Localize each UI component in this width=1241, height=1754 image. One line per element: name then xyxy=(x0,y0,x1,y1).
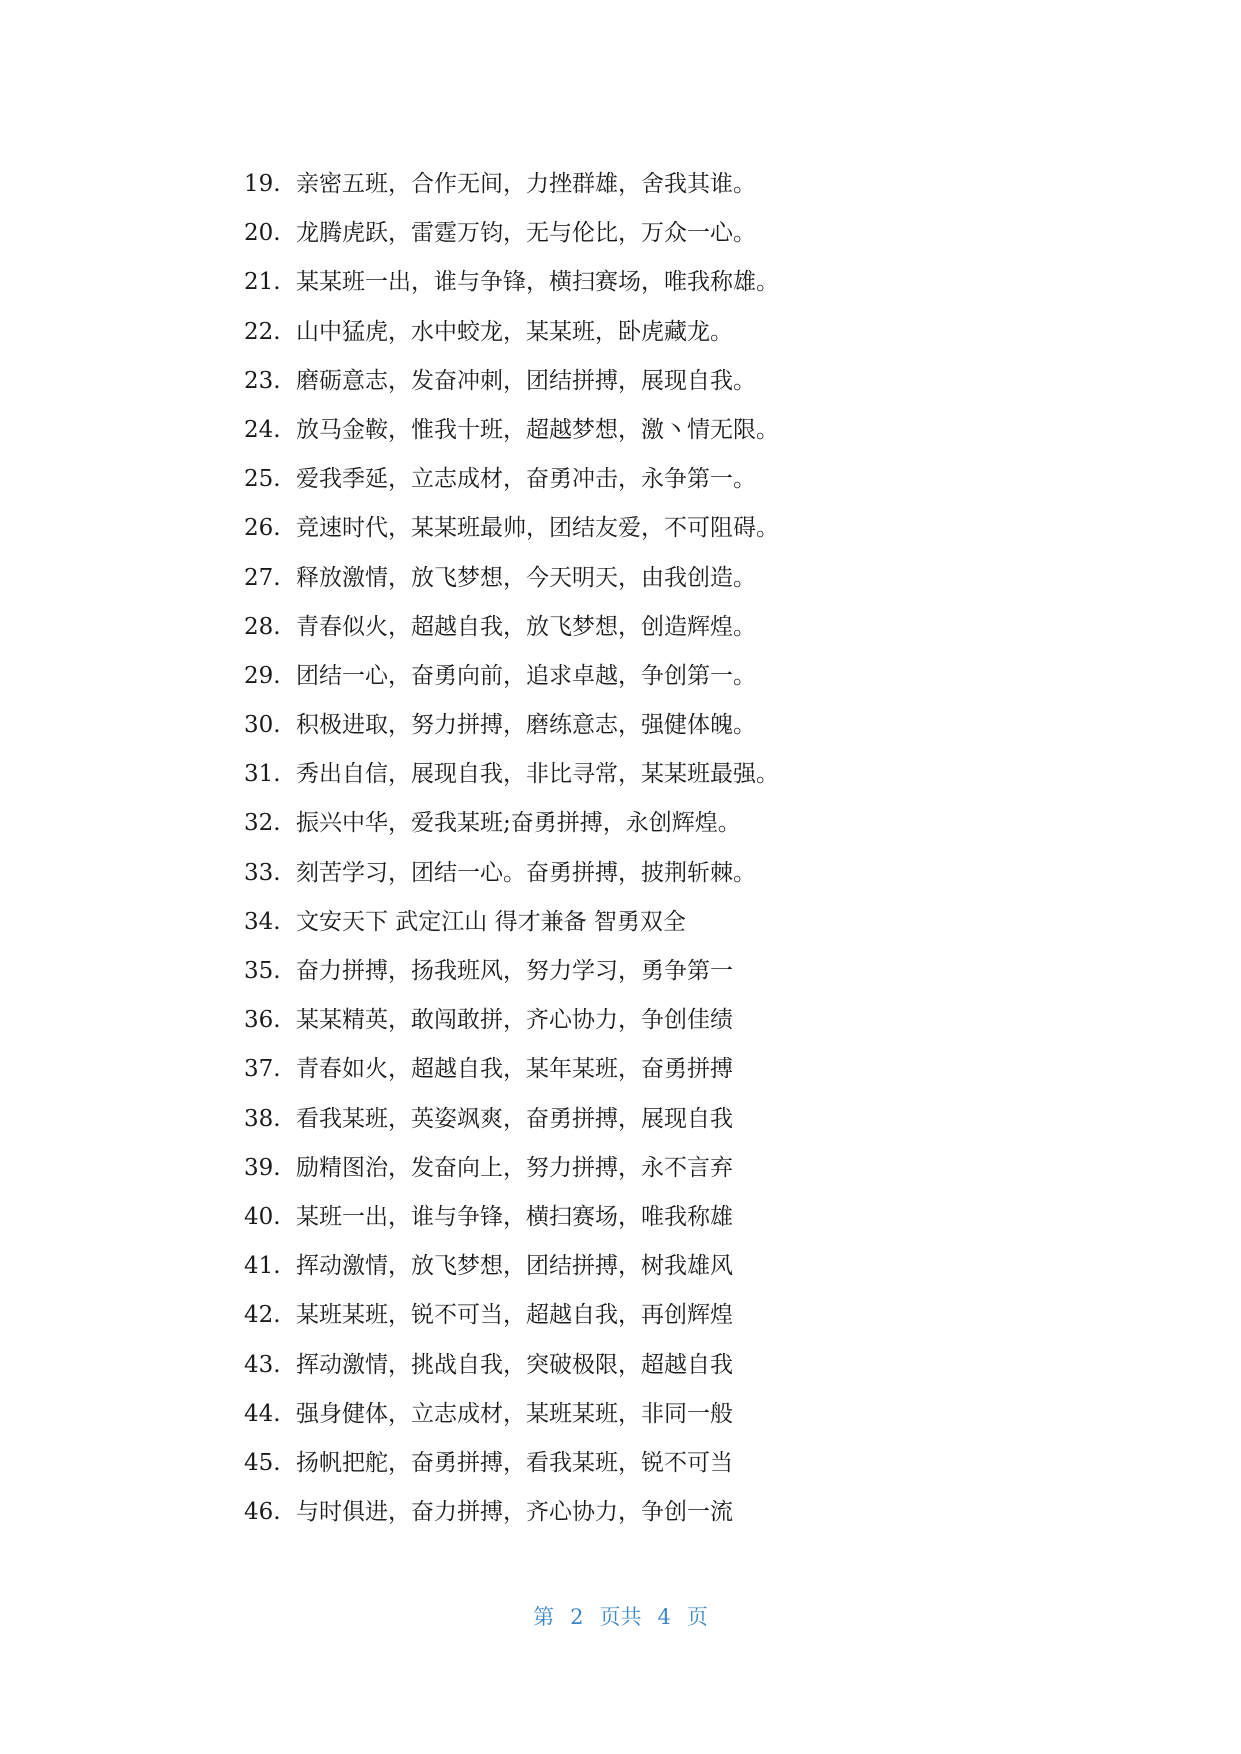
list-item-number: 46. xyxy=(244,1499,281,1526)
list-item xyxy=(244,1341,779,1390)
list-item xyxy=(244,849,779,898)
list-item-text: 刻苦学习，团结一心。奋勇拼搏，披荆斩棘。 xyxy=(296,859,756,886)
list-item xyxy=(244,1390,779,1439)
list-item-text: 积极进取，努力拼搏，磨练意志，强健体魄。 xyxy=(296,712,756,739)
list-item-number: 34. xyxy=(244,908,281,935)
list-item xyxy=(244,1242,779,1291)
list-item xyxy=(244,1045,779,1094)
list-item-text: 强身健体，立志成材，某班某班，非同一般 xyxy=(296,1400,733,1427)
list-item-number: 44. xyxy=(244,1400,281,1427)
list-item-text: 某班某班，锐不可当，超越自我，再创辉煌 xyxy=(296,1302,733,1329)
list-item-number: 40. xyxy=(244,1203,281,1230)
list-item-number: 41. xyxy=(244,1253,281,1280)
footer-middle: 页共 xyxy=(599,1605,642,1629)
list-item-text: 某某精英，敢闯敢拼，齐心协力，争创佳绩 xyxy=(296,1007,733,1034)
list-item xyxy=(244,1291,779,1340)
list-item xyxy=(244,1193,779,1242)
list-item-text: 奋力拼搏，扬我班风，努力学习，勇争第一 xyxy=(296,958,733,984)
list-item-number: 29. xyxy=(244,662,281,689)
list-item-text: 振兴中华，爱我某班;奋勇拼搏，永创辉煌。 xyxy=(296,810,741,837)
list-item-number: 26. xyxy=(244,515,281,542)
list-item xyxy=(244,160,779,209)
list-item xyxy=(244,996,779,1045)
list-item-number: 24. xyxy=(244,416,281,443)
list-item-text: 亲密五班，合作无间，力挫群雄，舍我其谁。 xyxy=(296,171,756,197)
list-item xyxy=(244,701,779,750)
list-item-text: 竞速时代，某某班最帅，团结友爱，不可阻碍。 xyxy=(296,515,779,542)
list-item-number: 43. xyxy=(244,1351,281,1378)
list-item-text: 挥动激情，挑战自我，突破极限，超越自我 xyxy=(296,1351,733,1378)
footer-prefix: 第 xyxy=(533,1605,555,1629)
list-item xyxy=(244,750,779,799)
list-item-number: 38. xyxy=(244,1105,281,1132)
list-item-number: 31. xyxy=(244,761,281,788)
list-item xyxy=(244,554,779,603)
list-item-number: 20. xyxy=(244,220,281,247)
list-item xyxy=(244,947,779,996)
list-item xyxy=(244,799,779,848)
list-item-number: 42. xyxy=(244,1302,281,1329)
list-item-text: 磨砺意志，发奋冲刺，团结拼搏，展现自我。 xyxy=(296,367,756,394)
list-item-text: 扬帆把舵，奋勇拼搏，看我某班，锐不可当 xyxy=(296,1449,733,1476)
list-item xyxy=(244,357,779,406)
list-item xyxy=(244,258,779,307)
list-item-number: 30. xyxy=(244,712,281,739)
list-item xyxy=(244,406,779,455)
list-item-number: 28. xyxy=(244,613,281,640)
list-item-text: 某某班一出，谁与争锋，横扫赛场，唯我称雄。 xyxy=(296,269,779,296)
list-item-text: 看我某班，英姿飒爽，奋勇拼搏，展现自我 xyxy=(296,1105,733,1132)
footer-suffix: 页 xyxy=(686,1605,708,1629)
list-item xyxy=(244,209,779,258)
list-item-text: 某班一出，谁与争锋，横扫赛场，唯我称雄 xyxy=(296,1203,733,1230)
list-item xyxy=(244,308,779,357)
list-item-text: 青春似火，超越自我，放飞梦想，创造辉煌。 xyxy=(296,613,756,640)
list-item xyxy=(244,1439,779,1488)
list-item-number: 23. xyxy=(244,367,281,394)
list-item-number: 35. xyxy=(244,958,281,984)
list-item-text: 放马金鞍，惟我十班，超越梦想，激丶情无限。 xyxy=(296,416,779,443)
list-item-number: 22. xyxy=(244,318,281,345)
list-item-number: 39. xyxy=(244,1154,281,1181)
list-item-text: 青春如火，超越自我，某年某班，奋勇拼搏 xyxy=(296,1056,733,1083)
list-item xyxy=(244,504,779,553)
list-item-text: 释放激情，放飞梦想，今天明天，由我创造。 xyxy=(296,564,756,591)
list-item xyxy=(244,652,779,701)
list-item-text: 文安天下 武定江山 得才兼备 智勇双全 xyxy=(296,908,686,935)
list-item-number: 21. xyxy=(244,269,281,296)
page-footer xyxy=(0,1601,1241,1631)
list-item-text: 爱我季延，立志成材，奋勇冲击，永争第一。 xyxy=(296,466,756,493)
list-item-text: 与时俱进，奋力拼搏，齐心协力，争创一流 xyxy=(296,1499,733,1526)
slogan-list xyxy=(244,160,779,1537)
footer-current-page: 2 xyxy=(570,1605,584,1629)
footer-total-pages: 4 xyxy=(657,1605,671,1629)
list-item-text: 励精图治，发奋向上，努力拼搏，永不言弃 xyxy=(296,1154,733,1181)
list-item-number: 27. xyxy=(244,564,281,591)
list-item-text: 团结一心，奋勇向前，追求卓越，争创第一。 xyxy=(296,662,756,689)
list-item-text: 秀出自信，展现自我，非比寻常，某某班最强。 xyxy=(296,761,779,788)
list-item-number: 33. xyxy=(244,859,281,886)
list-item-number: 32. xyxy=(244,810,281,837)
list-item xyxy=(244,1144,779,1193)
list-item-text: 挥动激情，放飞梦想，团结拼搏，树我雄风 xyxy=(296,1253,733,1280)
list-item xyxy=(244,1095,779,1144)
list-item xyxy=(244,455,779,504)
list-item-number: 36. xyxy=(244,1007,281,1034)
list-item xyxy=(244,603,779,652)
list-item-text: 龙腾虎跃，雷霆万钧，无与伦比，万众一心。 xyxy=(296,220,756,247)
list-item-number: 37. xyxy=(244,1056,281,1083)
list-item-number: 19. xyxy=(244,171,281,197)
list-item-text: 山中猛虎，水中蛟龙，某某班，卧虎藏龙。 xyxy=(296,318,733,345)
list-item-number: 45. xyxy=(244,1449,281,1476)
list-item-number: 25. xyxy=(244,466,281,493)
list-item xyxy=(244,898,779,947)
list-item xyxy=(244,1488,779,1537)
